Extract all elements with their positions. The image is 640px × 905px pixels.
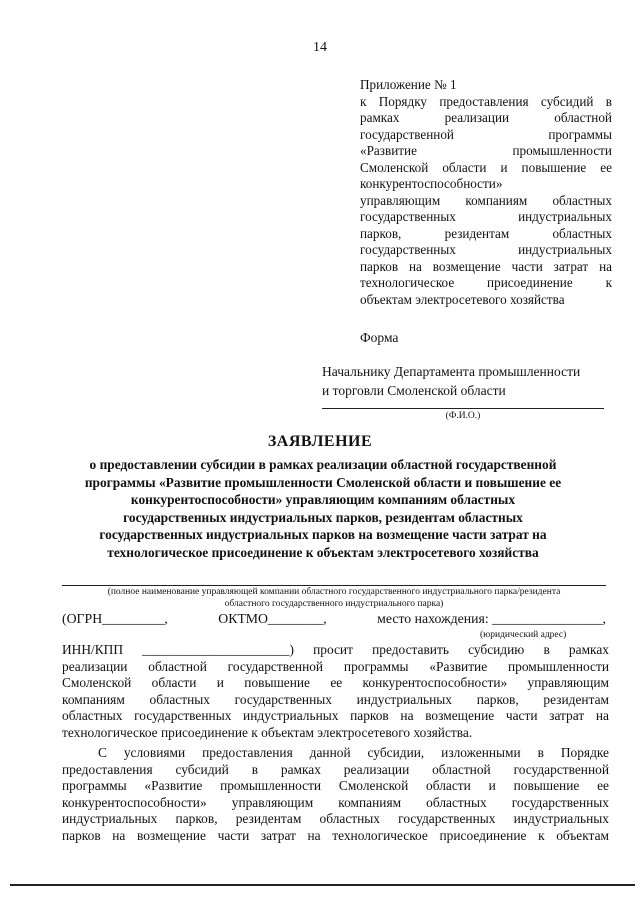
form-label: Форма xyxy=(360,330,399,345)
appendix-line: государственных индустриальных xyxy=(360,209,612,224)
company-name-caption xyxy=(62,587,606,610)
appendix-line: «Развитие промышленности xyxy=(360,143,612,158)
page-bottom-rule xyxy=(10,884,635,886)
fio-signature-line xyxy=(322,408,604,409)
document-title: ЗАЯВЛЕНИЕ xyxy=(267,433,373,450)
appendix-line: управляющим компаниям областных xyxy=(360,192,612,208)
oktmo-field: ОКТМО________, xyxy=(218,611,327,626)
addressee-line: и торговли Смоленской области xyxy=(322,383,506,398)
caption-line: областного государственного индустриального парка) xyxy=(224,598,444,609)
paragraph-line: технологическое присоединение к объектам электросетевого хозяйства. xyxy=(62,724,473,740)
appendix-line: к Порядку предоставления субсидий в xyxy=(360,93,612,109)
appendix-line: Приложение № 1 xyxy=(360,77,457,92)
subtitle-line: государственных индустриальных парков на возмещение части затрат на xyxy=(99,527,547,542)
appendix-line: парков, резидентам областных xyxy=(360,225,612,241)
subtitle-line: государственных индустриальных парков, резидентам областных xyxy=(123,509,523,525)
paragraph-line: областных государственных индустриальных парков на возмещение части затрат на xyxy=(62,708,609,724)
subtitle-line: конкурентоспособности» управляющим компаниям областных xyxy=(130,492,516,507)
subtitle-line: о предоставлении субсидии в рамках реализации областной государственной xyxy=(89,457,557,472)
appendix-line: технологическое присоединение к xyxy=(360,275,612,290)
appendix-line: государственной программы xyxy=(360,126,612,142)
paragraph-conditions xyxy=(62,745,609,845)
paragraph-line: предоставления субсидий в рамках реализации областной государственной xyxy=(62,761,609,777)
paragraph-line: парков на возмещение части затрат на технологическое присоединение к объектам xyxy=(62,827,609,843)
appendix-line: парков на возмещение части затрат на xyxy=(360,258,612,274)
subtitle-line: технологическое присоединение к объектам электросетевого хозяйства xyxy=(107,544,539,560)
paragraph-request xyxy=(62,642,609,742)
appendix-line: государственных индустриальных xyxy=(360,242,612,257)
paragraph-line: реализации областной государственной программы «Развитие промышленности xyxy=(62,658,609,674)
paragraph-line: Смоленской области и повышение ее конкурентоспособности» управляющим xyxy=(62,675,609,691)
appendix-line: объектам электросетевого хозяйства xyxy=(360,291,565,307)
appendix-line: Смоленской области и повышение ее xyxy=(360,159,612,175)
company-name-line xyxy=(62,585,606,586)
legal-address-caption: (юридический адрес) xyxy=(480,630,567,640)
appendix-line: рамках реализации областной xyxy=(360,110,612,125)
paragraph-line: индустриальных парков, резидентам областных государственных индустриальных xyxy=(62,811,609,827)
subtitle-line: программы «Развитие промышленности Смоленской области и повышение ее xyxy=(84,474,562,490)
ogrn-field: (ОГРН_________, xyxy=(62,611,168,626)
paragraph-line: ИНН/КПП ______________________) просит предоставить субсидию в рамках xyxy=(62,642,609,657)
registration-row xyxy=(62,611,606,627)
addressee-line: Начальнику Департамента промышленности xyxy=(322,364,581,379)
appendix-block xyxy=(360,77,612,308)
caption-line: (полное наименование управляющей компании областного государственного индустриального парка/резидента xyxy=(107,587,561,597)
document-subtitle xyxy=(40,456,606,561)
paragraph-line: С условиями предоставления данной субсидии, изложенными в Порядке xyxy=(98,745,609,760)
paragraph-line: программы «Развитие промышленности Смоленской области и повышение ее xyxy=(62,778,609,794)
location-field: место нахождения: ________________, xyxy=(377,611,606,626)
fio-caption: (Ф.И.О.) xyxy=(445,411,481,421)
paragraph-line: компаниям областных государственных индустриальных парков, резидентам xyxy=(62,691,609,707)
addressee-block xyxy=(322,362,580,400)
page-number: 14 xyxy=(313,40,327,55)
appendix-line: конкурентоспособности» xyxy=(360,176,503,191)
paragraph-line: конкурентоспособности» управляющим компаниям областных государственных xyxy=(62,794,609,810)
